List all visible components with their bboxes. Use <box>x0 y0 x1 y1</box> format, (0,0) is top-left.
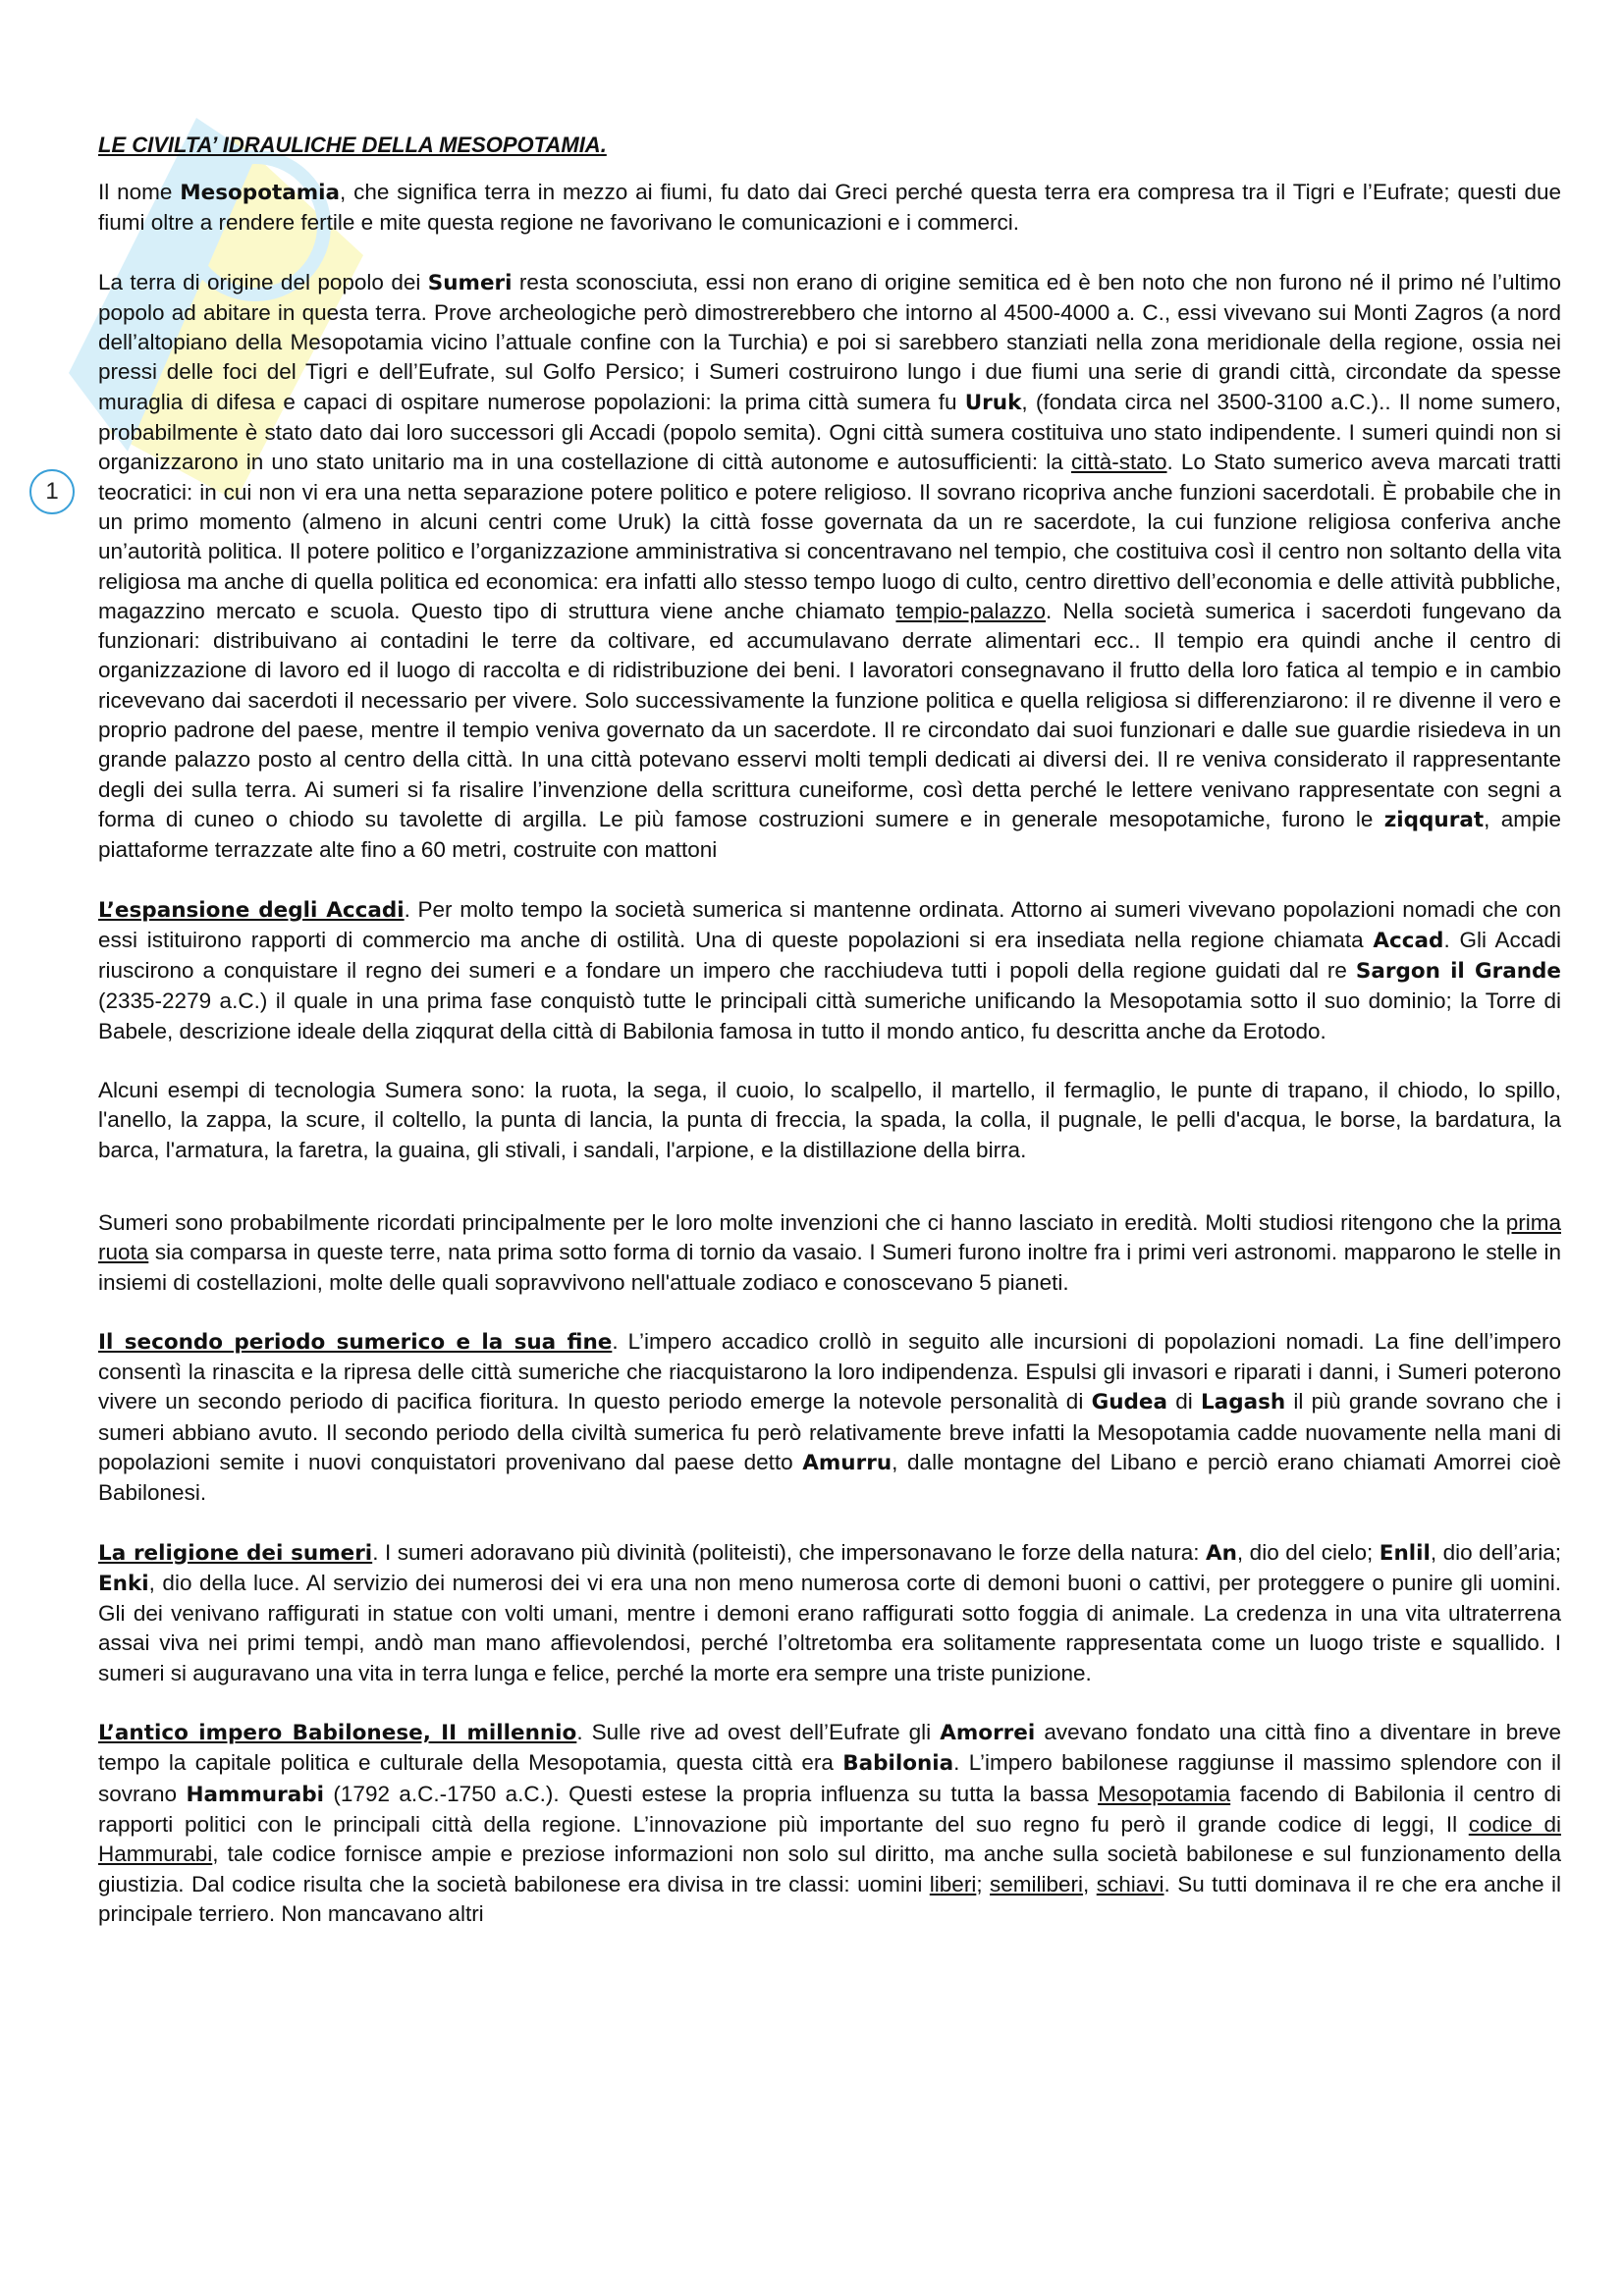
term-an: An <box>1205 1540 1237 1566</box>
link-prima-ruota[interactable]: prima ruota <box>98 1209 1561 1265</box>
term-sargon: Sargon il Grande <box>1355 959 1562 985</box>
paragraph-intro: Il nome Mesopotamia, che significa terra in mezzo ai fiumi, fu dato dai Greci perché questa terra era compresa tra il Tigri e l’Eufrate; questi due fiumi oltre a rendere fertile e mite questa regione ne favorivano le comunicazioni e i commerci. <box>98 180 1561 236</box>
term-enki: Enki <box>98 1571 149 1596</box>
term-amorrei: Amorrei <box>940 1721 1036 1746</box>
heading-religione: La religione dei sumeri <box>98 1540 373 1566</box>
term-hammurabi: Hammurabi <box>186 1782 324 1807</box>
term-enlil: Enlil <box>1379 1540 1431 1566</box>
paragraph-babilonese: L’antico impero Babilonese, II millennio. Sulle rive ad ovest dell’Eufrate gli Amorrei avevano fondato una città fino a diventare in breve tempo la capitale politica e culturale della Mesopotamia, questa città era Babilonia. L’impero babilonese raggiunse il massimo splendore con il sovrano Hammurabi (1792 a.C.-1750 a.C.). Questi estese la propria influenza su tutta la bassa Mesopotamia facendo di Babilonia il centro di rapporti politici con le principali città della regione. L’innovazione più importante del suo regno fu però il grande codice di leggi, Il codice di Hammurabi, tale codice fornisce ampie e preziose informazioni non solo sul diritto, ma anche sulla società babilonese e sul funzionamento della giustizia. Dal codice risulta che la società babilonese era divisa in tre classi: uomini liberi; semiliberi, schiavi. Su tutti dominava il re che era anche il principale terriero. Non mancavano altri <box>98 1720 1562 1926</box>
link-citta-stato[interactable]: città-stato <box>1070 450 1167 475</box>
paragraph-secondo-periodo: Il secondo periodo sumerico e la sua fine. L’impero accadico crollò in seguito alle incursioni di popolazioni nomadi. La fine dell’impero consentì la rinascita e la ripresa delle città sumeriche che riacquistarono la loro indipendenza. Espulsi gli invasori e riparati i danni, i Sumeri poterono vivere un secondo periodo di pacifica fioritura. In questo periodo emerge la notevole personalità di Gudea di Lagash il più grande sovrano che i sumeri abbiano avuto. Il secondo periodo della civiltà sumerica fu però relativamente breve infatti la Mesopotamia cadde nuovamente nella mani di popolazioni semite i nuovi conquistatori provenivano dal paese detto Amurru, dalle montagne del Libano e perciò erano chiamati Amorrei cioè Babilonesi. <box>98 1328 1561 1506</box>
link-mesopotamia[interactable]: Mesopotamia <box>1098 1781 1231 1806</box>
document-body <box>98 133 1561 1929</box>
term-babilonia: Babilonia <box>842 1751 954 1777</box>
term-accad: Accad <box>1373 928 1444 953</box>
term-sumeri: Sumeri <box>427 270 513 295</box>
link-liberi[interactable]: liberi <box>929 1871 977 1896</box>
heading-secondo-periodo: Il secondo periodo sumerico e la sua fine <box>98 1329 613 1355</box>
paragraph-tecnologia: Alcuni esempi di tecnologia Sumera sono: la ruota, la sega, il cuoio, lo scalpello, il martello, il fermaglio, le punte di trapano, il chiodo, lo spillo, l'anello, la zappa, la scure, il coltello, la punta di lancia, la punta di freccia, la spada, la colla, il pugnale, le pelli d'acqua, le borse, la bardatura, la barca, l'armatura, la faretra, la guaina, gli stivali, i sandali, l'arpione, e la distillazione della birra. <box>98 1078 1561 1162</box>
term-gudea: Gudea <box>1091 1390 1167 1415</box>
heading-babilonese: L’antico impero Babilonese, II millennio <box>98 1721 577 1746</box>
link-semiliberi[interactable]: semiliberi <box>990 1871 1084 1896</box>
paragraph-invenzioni: Sumeri sono probabilmente ricordati principalmente per le loro molte invenzioni che ci hanno lasciato in eredità. Molti studiosi ritengono che la prima ruota sia comparsa in queste terre, nata prima sotto forma di tornio da vasaio. I Sumeri furono inoltre fra i primi veri astronomi. mapparono le stelle in insiemi di costellazioni, molte delle quali sopravvivono nell'attuale zodiaco e conoscevano 5 pianeti. <box>98 1209 1561 1295</box>
paragraph-religione: La religione dei sumeri. I sumeri adoravano più divinità (politeisti), che impersonavano le forze della natura: An, dio del cielo; Enlil, dio dell’aria; Enki, dio della luce. Al servizio dei numerosi dei vi era una non meno numerosa corte di demoni buoni o cattivi, per proteggere o punire gli uomini. Gli dei venivano raffigurati in statue con volti umani, mentre i demoni erano raffigurati sotto foggia di animale. La credenza in una vita ultraterrena assai viva nei primi tempi, andò man mano affievolendosi, perché l’oltretomba era solitamente rappresentata come un luogo triste e squallido. I sumeri si auguravano una vita in terra lunga e felice, perché la morte era sempre una triste punizione. <box>98 1539 1561 1685</box>
paragraph-accadi: L’espansione degli Accadi. Per molto tempo la società sumerica si mantenne ordinata. Attorno ai sumeri vivevano popolazioni nomadi che con essi istituirono rapporti di commercio ma anche di ostilità. Una di queste popolazioni si era insediata nella regione chiamata Accad. Gli Accadi riuscirono a conquistare il regno dei sumeri e a fondare un impero che racchiudeva tutti i popoli della regione guidati dal re Sargon il Grande (2335-2279 a.C.) il quale in una prima fase conquistò tutte le principali città sumeriche unificando la Mesopotamia sotto il suo dominio; la Torre di Babele, descrizione ideale della ziqqurat della città di Babilonia famosa in tutto il mondo antico, fu descritta anche da Erotodo. <box>98 896 1562 1043</box>
link-codice-hammurabi[interactable]: codice di Hammurabi <box>98 1811 1561 1867</box>
term-ziqqurat: ziqqurat <box>1383 807 1485 832</box>
term-uruk: Uruk <box>964 390 1022 415</box>
term-mesopotamia: Mesopotamia <box>180 181 341 205</box>
page-title: LE CIVILTA’ IDRAULICHE DELLA MESOPOTAMIA. <box>98 133 607 157</box>
heading-accadi: L’espansione degli Accadi <box>98 897 405 923</box>
page-number: 1 <box>29 469 75 514</box>
paragraph-sumeri: La terra di origine del popolo dei Sumeri resta sconosciuta, essi non erano di origine semitica ed è ben noto che non furono né il primo né l’ultimo popolo ad abitare in questa terra. Prove archeologiche però dimostrerebbero che intorno al 4500-4000 a. C., essi vivevano sui Monti Zagros (a nord dell’altopiano della Mesopotamia vicino l’attuale confine con la Turchia) e poi si sarebbero stanziati nella zona meridionale della regione, ossia nei pressi delle foci del Tigri e dell’Eufrate, sul Golfo Persico; i Sumeri costruirono lungo i due fiumi una serie di grandi città, circondate da spesse muraglia di difesa e capaci di ospitare numerose popolazioni: la prima città sumera fu Uruk, (fondata circa nel 3500-3100 a.C.).. Il nome sumero, probabilmente è stato dato dai loro successori gli Accadi (popolo semita). Ogni città sumera costituiva uno stato indipendente. I sumeri quindi non si organizzarono in uno stato unitario ma in una costellazione di città autonome e autosufficienti: la città-stato. Lo Stato sumerico aveva marcati tratti teocratici: in cui non vi era una netta separazione potere politico e potere religioso. Il sovrano ricopriva anche funzioni sacerdotali. È probabile che in un primo momento (almeno in alcuni centri come Uruk) la città fosse governata da un re sacerdote, la cui funzione religiosa conferiva anche un’autorità politica. Il potere politico e l’organizzazione amministrativa si concentravano nel tempio, che costituiva così il centro non soltanto della vita religiosa ma anche di quella politica ed economica: era infatti allo stesso tempo luogo di culto, centro direttivo dell’economia e delle attività pubbliche, magazzino mercato e scuola. Questo tipo di struttura viene anche chiamato tempio-palazzo. Nella società sumerica i sacerdoti fungevano da funzionari: distribuivano ai contadini le terre da coltivare, ed accumulavano derrate alimentari ecc.. Il tempio era quindi anche il centro di organizzazione di lavoro ed il luogo di raccolta e di ridistribuzione dei beni. I lavoratori consegnavano il frutto della loro fatica al tempio e in cambio ricevevano dai sacerdoti il necessario per vivere. Solo successivamente la funzione politica e quella religiosa si differenziarono: il re divenne il vero e proprio padrone del paese, mentre il tempio veniva governato da un sacerdote. Il re circondato dai suoi funzionari e dalle sue guardie risiedeva in un grande palazzo posto al centro della città. In una città potevano esservi molti templi dedicati ai diversi dei. Il re veniva considerato il rappresentante degli dei sulla terra. Ai sumeri si fa risalire l’invenzione della scrittura cuneiforme, così detta perché le lettere venivano rappresentate con segni a forma di cuneo o chiodo su tavolette di argilla. Le più famose costruzioni sumere e in generale mesopotamiche, furono le ziqqurat, ampie piattaforme terrazzate alte fino a 60 metri, costruite con mattoni <box>98 269 1562 863</box>
link-schiavi[interactable]: schiavi <box>1096 1871 1164 1896</box>
term-lagash: Lagash <box>1200 1390 1286 1415</box>
link-tempio-palazzo[interactable]: tempio-palazzo <box>895 598 1047 623</box>
term-amurru: Amurru <box>802 1450 893 1475</box>
